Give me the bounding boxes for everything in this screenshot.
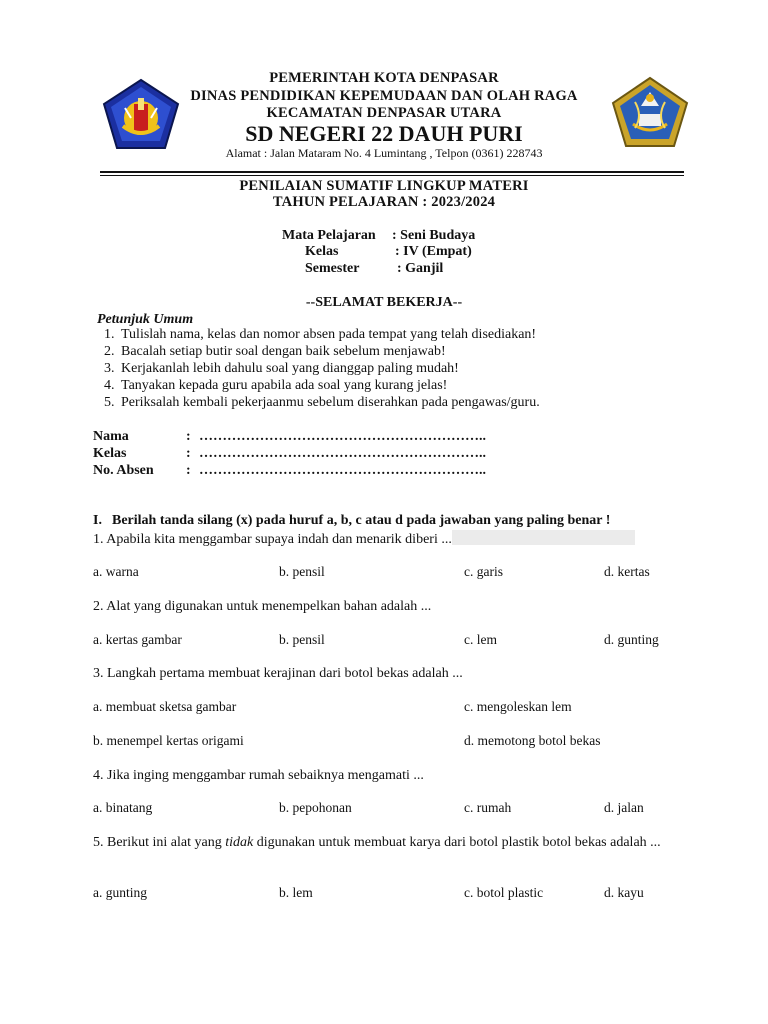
header-government-line: PEMERINTAH KOTA DENPASAR [269,70,499,86]
header-department-line: DINAS PENDIDIKAN KEPEMUDAAN DAN OLAH RAGA [190,88,578,104]
greeting: --SELAMAT BEKERJA-- [305,295,463,310]
identity-class-label: Kelas [93,446,127,461]
question-2: 2. Alat yang digunakan untuk menempelkan bahan adalah ... [93,599,432,614]
option-c[interactable]: c. mengoleskan lem [464,699,572,714]
option-d[interactable]: d. kertas [604,564,650,579]
school-name: SD NEGERI 22 DAUH PURI [245,121,523,146]
question-text-emphasis: tidak [225,835,254,850]
option-d[interactable]: d. gunting [604,632,659,647]
identity-class-colon: : [186,446,191,461]
instruction-item: 4. Tanyakan kepada guru apabila ada soal yang kurang jelas! [118,377,540,394]
option-b[interactable]: b. pepohonan [279,800,352,815]
option-a[interactable]: a. binatang [93,800,153,815]
option-d[interactable]: d. jalan [604,800,644,815]
exam-title: PENILAIAN SUMATIF LINGKUP MATERI [239,178,529,194]
meta-semester-label: Semester [305,261,360,276]
instruction-item: 3. Kerjakanlah lebih dahulu soal yang dianggap paling mudah! [118,360,540,377]
instruction-item: 5. Periksalah kembali pekerjaanmu sebelum diserahkan pada pengawas/guru. [118,394,540,411]
instructions-list [96,326,540,411]
question-3: 3. Langkah pertama membuat kerajinan dari botol bekas adalah ... [93,666,463,681]
school-address: Alamat : Jalan Mataram No. 4 Lumintang , Telpon (0361) 228743 [225,146,543,160]
meta-class-value: : IV (Empat) [395,244,472,259]
option-d[interactable]: d. memotong botol bekas [464,733,601,748]
option-b[interactable]: b. pensil [279,564,325,579]
meta-class-label: Kelas [305,244,339,259]
option-b[interactable]: b. menempel kertas origami [93,733,244,748]
header-district-line: KECAMATAN DENPASAR UTARA [266,105,502,121]
instruction-item: 2. Bacalah setiap butir soal dengan baik sebelum menjawab! [118,343,540,360]
option-a[interactable]: a. membuat sketsa gambar [93,699,237,714]
option-c[interactable]: c. botol plastic [464,885,544,900]
identity-class-field[interactable]: …………………………………………………….. [199,446,486,461]
option-c[interactable]: c. lem [464,632,497,647]
highlight-bar [452,530,635,545]
question-text-end: digunakan untuk membuat karya dari botol plastik botol bekas adalah ... [253,835,661,850]
question-1 [93,530,683,548]
meta-semester-value: : Ganjil [397,261,444,276]
question-4: 4. Jika inging menggambar rumah sebaiknya mengamati ... [93,768,424,783]
header-rule-thick [100,171,684,173]
section-instruction: Berilah tanda silang (x) pada huruf a, b, c atau d pada jawaban yang paling benar ! [112,513,611,528]
question-5 [93,834,683,851]
instruction-item: 1. Tulislah nama, kelas dan nomor absen pada tempat yang telah disediakan! [118,326,540,343]
option-c[interactable]: c. garis [464,564,503,579]
meta-subject-label: Mata Pelajaran [282,228,376,243]
instructions-heading: Petunjuk Umum [97,312,194,327]
identity-absen-colon: : [186,463,191,478]
option-d[interactable]: d. kayu [604,885,644,900]
exam-year: TAHUN PELAJARAN : 2023/2024 [272,194,496,210]
question-text-start: 5. Berikut ini alat yang [93,835,226,850]
meta-subject-value: : Seni Budaya [392,228,476,243]
identity-name-label: Nama [93,429,129,444]
question-text: 1. Apabila kita menggambar supaya indah dan menarik diberi ... [93,532,452,547]
identity-absen-field[interactable]: …………………………………………………….. [199,463,486,478]
option-c[interactable]: c. rumah [464,800,512,815]
identity-absen-label: No. Absen [93,463,154,478]
section-number: I. [93,513,102,528]
option-a[interactable]: a. kertas gambar [93,632,182,647]
option-a[interactable]: a. warna [93,564,139,579]
option-b[interactable]: b. pensil [279,632,325,647]
header-rule-thin [100,175,684,176]
identity-name-colon: : [186,429,191,444]
option-b[interactable]: b. lem [279,885,313,900]
option-a[interactable]: a. gunting [93,885,147,900]
identity-name-field[interactable]: …………………………………………………….. [199,429,486,444]
